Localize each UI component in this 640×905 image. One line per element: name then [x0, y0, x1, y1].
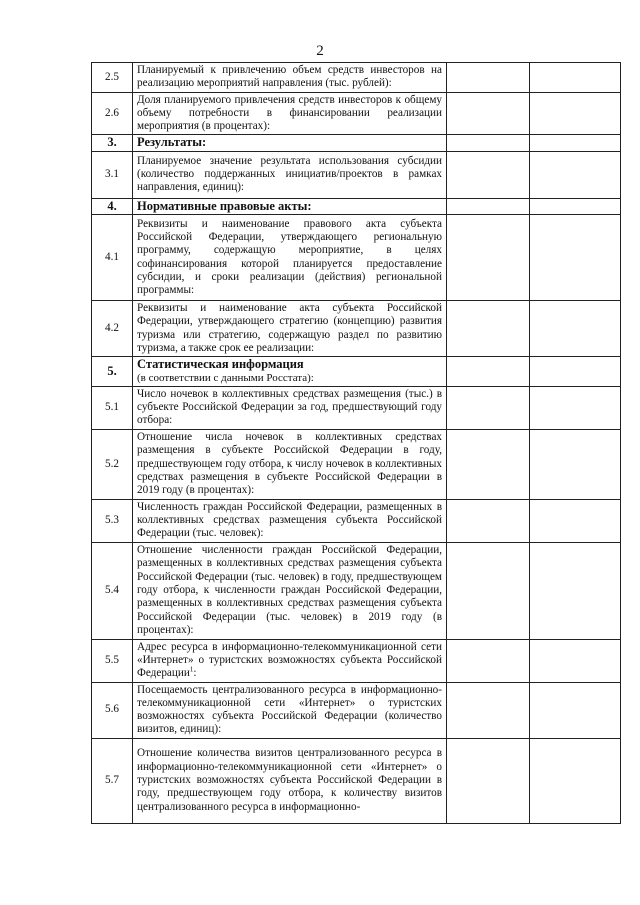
value-cell[interactable] — [530, 639, 621, 682]
value-cell[interactable] — [530, 386, 621, 429]
row-description — [133, 682, 447, 738]
row-text: Доля планируемого привлечения средств инвесторов к общему объему потребности в финансировании реализации мероприятия (в процентах): — [137, 93, 442, 133]
row-number: 3. — [92, 135, 133, 151]
row-number: 5.7 — [92, 738, 133, 823]
value-cell[interactable] — [530, 738, 621, 823]
value-cell[interactable] — [530, 301, 621, 357]
value-cell[interactable] — [447, 301, 530, 357]
value-cell[interactable] — [530, 92, 621, 135]
value-cell[interactable] — [530, 151, 621, 198]
row-number: 5.1 — [92, 386, 133, 429]
table-row — [92, 682, 621, 738]
value-cell[interactable] — [530, 63, 621, 93]
footnote-marker: 1 — [189, 665, 194, 674]
row-number: 5.4 — [92, 542, 133, 639]
row-description — [133, 135, 447, 151]
value-cell[interactable] — [530, 198, 621, 214]
row-text: Реквизиты и наименование правового акта субъекта Российской Федерации, утверждающего региональную программу, содержащую мероприятие, в целях софинансирования которой планируется предоставление субсидии, и сроки реализации (действия) региональной программы: — [137, 217, 442, 297]
row-number: 4. — [92, 198, 133, 214]
row-description — [133, 215, 447, 301]
row-description — [133, 429, 447, 499]
row-number: 2.6 — [92, 92, 133, 135]
row-text: Статистическая информация — [137, 357, 304, 372]
section-row — [92, 357, 621, 387]
table-row — [92, 63, 621, 93]
value-cell[interactable] — [530, 135, 621, 151]
value-cell[interactable] — [530, 215, 621, 301]
row-description — [133, 301, 447, 357]
table-row — [92, 639, 621, 682]
value-cell[interactable] — [530, 499, 621, 542]
value-cell[interactable] — [447, 135, 530, 151]
table-row — [92, 499, 621, 542]
table-row — [92, 215, 621, 301]
row-number: 5.5 — [92, 639, 133, 682]
row-description — [133, 386, 447, 429]
row-description — [133, 499, 447, 542]
row-text: Планируемый к привлечению объем средств инвесторов на реализацию мероприятий направления (тыс. рублей): — [137, 64, 442, 90]
value-cell[interactable] — [447, 429, 530, 499]
value-cell[interactable] — [447, 639, 530, 682]
row-description — [133, 151, 447, 198]
value-cell[interactable] — [447, 499, 530, 542]
value-cell[interactable] — [447, 682, 530, 738]
table-row — [92, 92, 621, 135]
value-cell[interactable] — [447, 738, 530, 823]
table-row — [92, 542, 621, 639]
row-text: Адрес ресурса в информационно-телекоммуникационной сети «Интернет» о туристских возможностях субъекта Российской Федерации — [137, 640, 442, 680]
row-number: 4.2 — [92, 301, 133, 357]
table-row — [92, 738, 621, 823]
row-description — [133, 542, 447, 639]
row-description — [133, 357, 447, 387]
row-number: 5. — [92, 357, 133, 387]
row-text-suffix: : — [193, 667, 197, 680]
indicators-table — [91, 62, 621, 824]
page-number: 2 — [316, 43, 324, 59]
row-number: 4.1 — [92, 215, 133, 301]
row-text: Отношение числа ночевок в коллективных средствах размещения в субъекте Российской Федерации в году, предшествующем году отбора, к числу ночевок в коллективных средствах размещения в субъекте Российской Федерации в 2019 году (в процентах): — [137, 431, 442, 497]
row-description — [133, 198, 447, 214]
row-number: 5.3 — [92, 499, 133, 542]
table-row — [92, 151, 621, 198]
value-cell[interactable] — [447, 198, 530, 214]
row-text: Посещаемость централизованного ресурса в информационно-телекоммуникационной сети «Интернет» о туристских возможностях субъекта Российской Федерации (количество визитов, единиц): — [137, 683, 442, 736]
value-cell[interactable] — [447, 215, 530, 301]
value-cell[interactable] — [530, 357, 621, 387]
value-cell[interactable] — [530, 542, 621, 639]
value-cell[interactable] — [447, 386, 530, 429]
value-cell[interactable] — [447, 542, 530, 639]
section-note: (в соответствии с данными Росстата): — [137, 371, 314, 384]
row-text: Отношение численности граждан Российской Федерации, размещенных в коллективных средствах размещения субъекта Российской Федерации (тыс. человек) в году, предшествующем году отбора, к численности граждан Российской Федерации, размещенных в коллективных средствах размещения субъекта Российской Федерации (тыс. человек) в 2019 году (в процентах): — [137, 544, 442, 636]
table-row — [92, 386, 621, 429]
row-text: Реквизиты и наименование акта субъекта Российской Федерации, утверждающего стратегию (концепцию) развития туризма или стратегию, содержащую раздел по развитию туризма, а также срок ее реализации: — [137, 302, 442, 354]
row-number: 5.2 — [92, 429, 133, 499]
value-cell[interactable] — [530, 682, 621, 738]
row-number: 5.6 — [92, 682, 133, 738]
row-description — [133, 738, 447, 823]
row-description — [133, 63, 447, 93]
table-row — [92, 301, 621, 357]
value-cell[interactable] — [447, 92, 530, 135]
row-description — [133, 92, 447, 135]
value-cell[interactable] — [530, 429, 621, 499]
row-number: 3.1 — [92, 151, 133, 198]
row-text: Численность граждан Российской Федерации, размещенных в коллективных средствах размещения субъекта Российской Федерации (тыс. человек): — [137, 500, 442, 540]
row-text: Планируемое значение результата использования субсидии (количество поддержанных инициатив/проектов в рамках направления, единиц): — [137, 154, 442, 194]
value-cell[interactable] — [447, 357, 530, 387]
row-text: Нормативные правовые акты: — [137, 198, 312, 213]
table-body — [92, 63, 621, 824]
row-text: Число ночевок в коллективных средствах размещения (тыс.) в субъекте Российской Федерации за год, предшествующий году отбора: — [137, 387, 442, 427]
section-row — [92, 135, 621, 151]
section-row — [92, 198, 621, 214]
table-row — [92, 429, 621, 499]
value-cell[interactable] — [447, 63, 530, 93]
row-description — [133, 639, 447, 682]
row-text: Результаты: — [137, 135, 207, 150]
row-text: Отношение количества визитов централизованного ресурса в информационно-телекоммуникационной сети «Интернет» о туристских возможностях субъекта Российской Федерации в году, предшествующем году отбора, к количеству визитов централизованного ресурса в информационно- — [137, 747, 442, 813]
value-cell[interactable] — [447, 151, 530, 198]
row-number: 2.5 — [92, 63, 133, 93]
